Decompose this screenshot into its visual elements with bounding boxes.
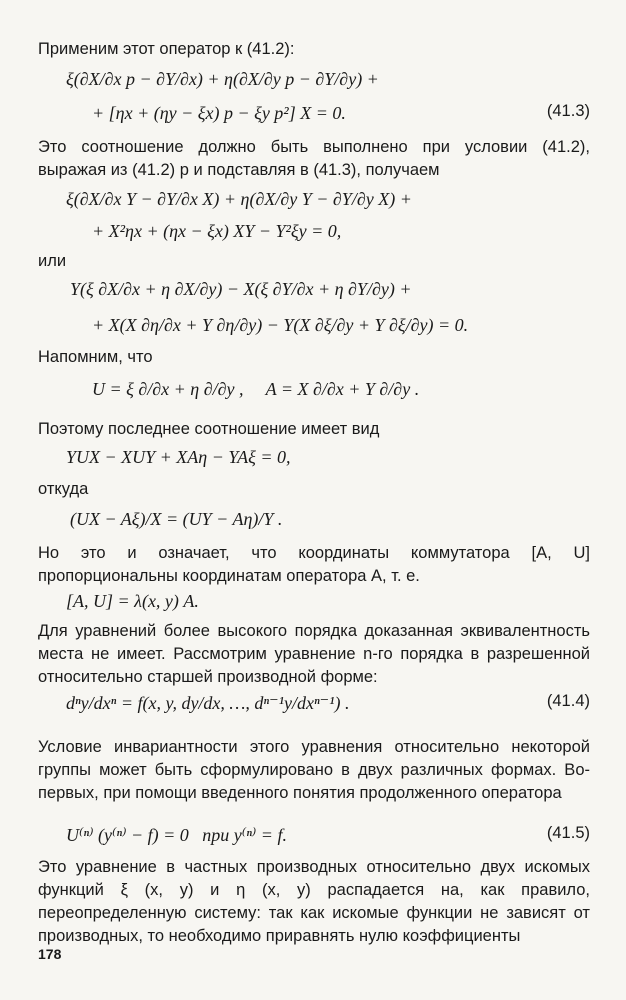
equation-41-4: dⁿy/dxⁿ = f(x, y, dy/dx, …, dⁿ⁻¹y/dxⁿ⁻¹) . <box>66 693 350 713</box>
equation-number-41-4: (41.4) <box>546 692 590 710</box>
page-number: 178 <box>38 946 62 962</box>
equation-number-41-3: (41.3) <box>546 102 590 120</box>
equation-41-3-line-2: + [ηx + (ηy − ξx) p − ξy p²] X = 0. <box>92 103 346 123</box>
equation-operators-u-a: U = ξ ∂/∂x + η ∂/∂y , A = X ∂/∂x + Y ∂/∂y . <box>92 379 420 399</box>
paragraph-recall: Напомним, что <box>38 348 153 366</box>
paragraph-condition: Это соотношение должно быть выполнено при условии (41.2), выражая из (41.2) p и подставляя в (41.3), получаем <box>38 138 590 179</box>
equation-ratio: (UX − Aξ)/X = (UY − Aη)/Y . <box>70 509 283 529</box>
equation-expanded-line-2: + X(X ∂η/∂x + Y ∂η/∂y) − Y(X ∂ξ/∂y + Y ∂ξ/∂y) = 0. <box>92 315 469 335</box>
paragraph-pde-system: Это уравнение в частных производных относительно двух искомых функций ξ (x, y) и η (x, y) распадается на, как правило, переопределенную систему: так как искомые функции не зависят от производных, то необходимо приравнять нулю коэффициенты <box>38 858 590 945</box>
equation-number-41-5: (41.5) <box>546 824 590 842</box>
paragraph-therefore: Поэтому последнее соотношение имеет вид <box>38 420 380 438</box>
equation-commutator-lambda: [A, U] = λ(x, y) A. <box>66 591 199 611</box>
paragraph-whence: откуда <box>38 480 89 498</box>
equation-substituted-line-2: + X²ηx + (ηx − ξx) XY − Y²ξy = 0, <box>92 221 342 241</box>
paragraph-apply-operator: Применим этот оператор к (41.2): <box>38 40 295 58</box>
equation-commutator-relation: YUX − XUY + XAη − YAξ = 0, <box>66 447 291 467</box>
equation-41-5: U⁽ⁿ⁾ (y⁽ⁿ⁾ − f) = 0 при y⁽ⁿ⁾ = f. <box>66 825 287 845</box>
paragraph-commutator-proportional: Но это и означает, что координаты коммутатора [A, U] пропорциональны координатам оператора A, т. е. <box>38 544 590 585</box>
equation-expanded-line-1: Y(ξ ∂X/∂x + η ∂X/∂y) − X(ξ ∂Y/∂x + η ∂Y/∂y) + <box>70 279 412 299</box>
equation-substituted-line-1: ξ(∂X/∂x Y − ∂Y/∂x X) + η(∂X/∂y Y − ∂Y/∂y X) + <box>66 189 412 209</box>
paragraph-higher-order: Для уравнений более высокого порядка доказанная эквивалентность места не имеет. Рассмотрим уравнение n-го порядка в разрешенной относительно старшей производной форме: <box>38 622 590 686</box>
paragraph-invariance-condition: Условие инвариантности этого уравнения относительно некоторой группы может быть сформулировано в двух различных формах. Во-первых, при помощи введенного понятия продолженного оператора <box>38 738 590 802</box>
paragraph-or: или <box>38 252 67 270</box>
equation-41-3-line-1: ξ(∂X/∂x p − ∂Y/∂x) + η(∂X/∂y p − ∂Y/∂y) + <box>66 69 379 89</box>
